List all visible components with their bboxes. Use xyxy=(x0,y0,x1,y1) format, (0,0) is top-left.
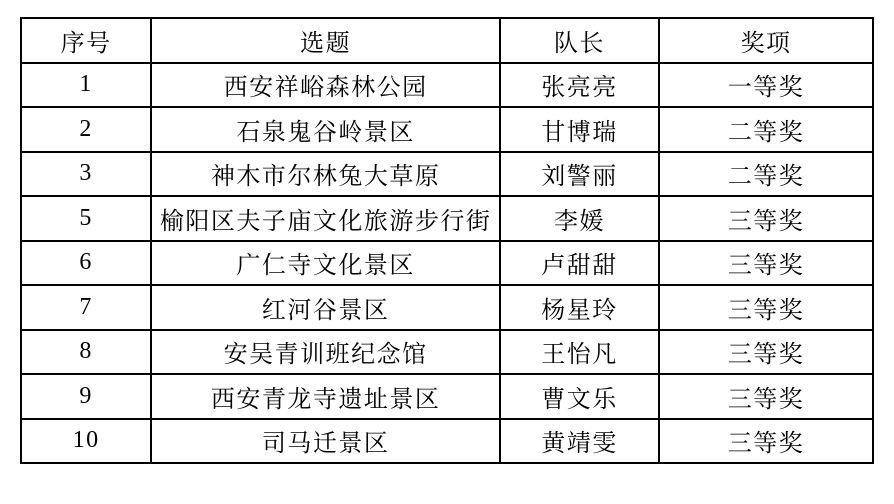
cell-award: 三等奖 xyxy=(659,196,873,241)
cell-number: 5 xyxy=(21,196,151,241)
column-header-award: 奖项 xyxy=(659,18,873,63)
cell-award: 三等奖 xyxy=(659,330,873,375)
cell-award: 三等奖 xyxy=(659,285,873,330)
table-row xyxy=(21,374,873,419)
cell-topic: 西安青龙寺遗址景区 xyxy=(151,374,499,419)
cell-award: 二等奖 xyxy=(659,107,873,152)
header-row xyxy=(21,18,873,63)
cell-number: 1 xyxy=(21,63,151,108)
cell-number: 7 xyxy=(21,285,151,330)
cell-leader: 甘博瑞 xyxy=(500,107,659,152)
cell-number: 6 xyxy=(21,241,151,286)
cell-leader: 曹文乐 xyxy=(500,374,659,419)
cell-topic: 神木市尔林兔大草原 xyxy=(151,152,499,197)
cell-leader: 张亮亮 xyxy=(500,63,659,108)
cell-leader: 李媛 xyxy=(500,196,659,241)
cell-number: 9 xyxy=(21,374,151,419)
cell-topic: 榆阳区夫子庙文化旅游步行街 xyxy=(151,196,499,241)
cell-award: 三等奖 xyxy=(659,374,873,419)
table-row xyxy=(21,285,873,330)
cell-award: 三等奖 xyxy=(659,241,873,286)
cell-number: 2 xyxy=(21,107,151,152)
cell-award: 三等奖 xyxy=(659,419,873,464)
awards-table xyxy=(20,17,874,464)
cell-topic: 安吴青训班纪念馆 xyxy=(151,330,499,375)
column-header-leader: 队长 xyxy=(500,18,659,63)
cell-number: 3 xyxy=(21,152,151,197)
cell-number: 10 xyxy=(21,419,151,464)
table-row xyxy=(21,196,873,241)
cell-award: 一等奖 xyxy=(659,63,873,108)
table-row xyxy=(21,107,873,152)
cell-number: 8 xyxy=(21,330,151,375)
cell-leader: 卢甜甜 xyxy=(500,241,659,286)
column-header-topic: 选题 xyxy=(151,18,499,63)
cell-leader: 王怡凡 xyxy=(500,330,659,375)
cell-leader: 杨星玲 xyxy=(500,285,659,330)
table-row xyxy=(21,419,873,464)
column-header-number: 序号 xyxy=(21,18,151,63)
cell-topic: 广仁寺文化景区 xyxy=(151,241,499,286)
table-row xyxy=(21,330,873,375)
table-row xyxy=(21,152,873,197)
cell-topic: 西安祥峪森林公园 xyxy=(151,63,499,108)
cell-award: 二等奖 xyxy=(659,152,873,197)
table-row xyxy=(21,241,873,286)
cell-topic: 红河谷景区 xyxy=(151,285,499,330)
cell-leader: 黄靖雯 xyxy=(500,419,659,464)
table-body xyxy=(21,63,873,464)
cell-topic: 石泉鬼谷岭景区 xyxy=(151,107,499,152)
cell-leader: 刘警丽 xyxy=(500,152,659,197)
table-row xyxy=(21,63,873,108)
cell-topic: 司马迁景区 xyxy=(151,419,499,464)
